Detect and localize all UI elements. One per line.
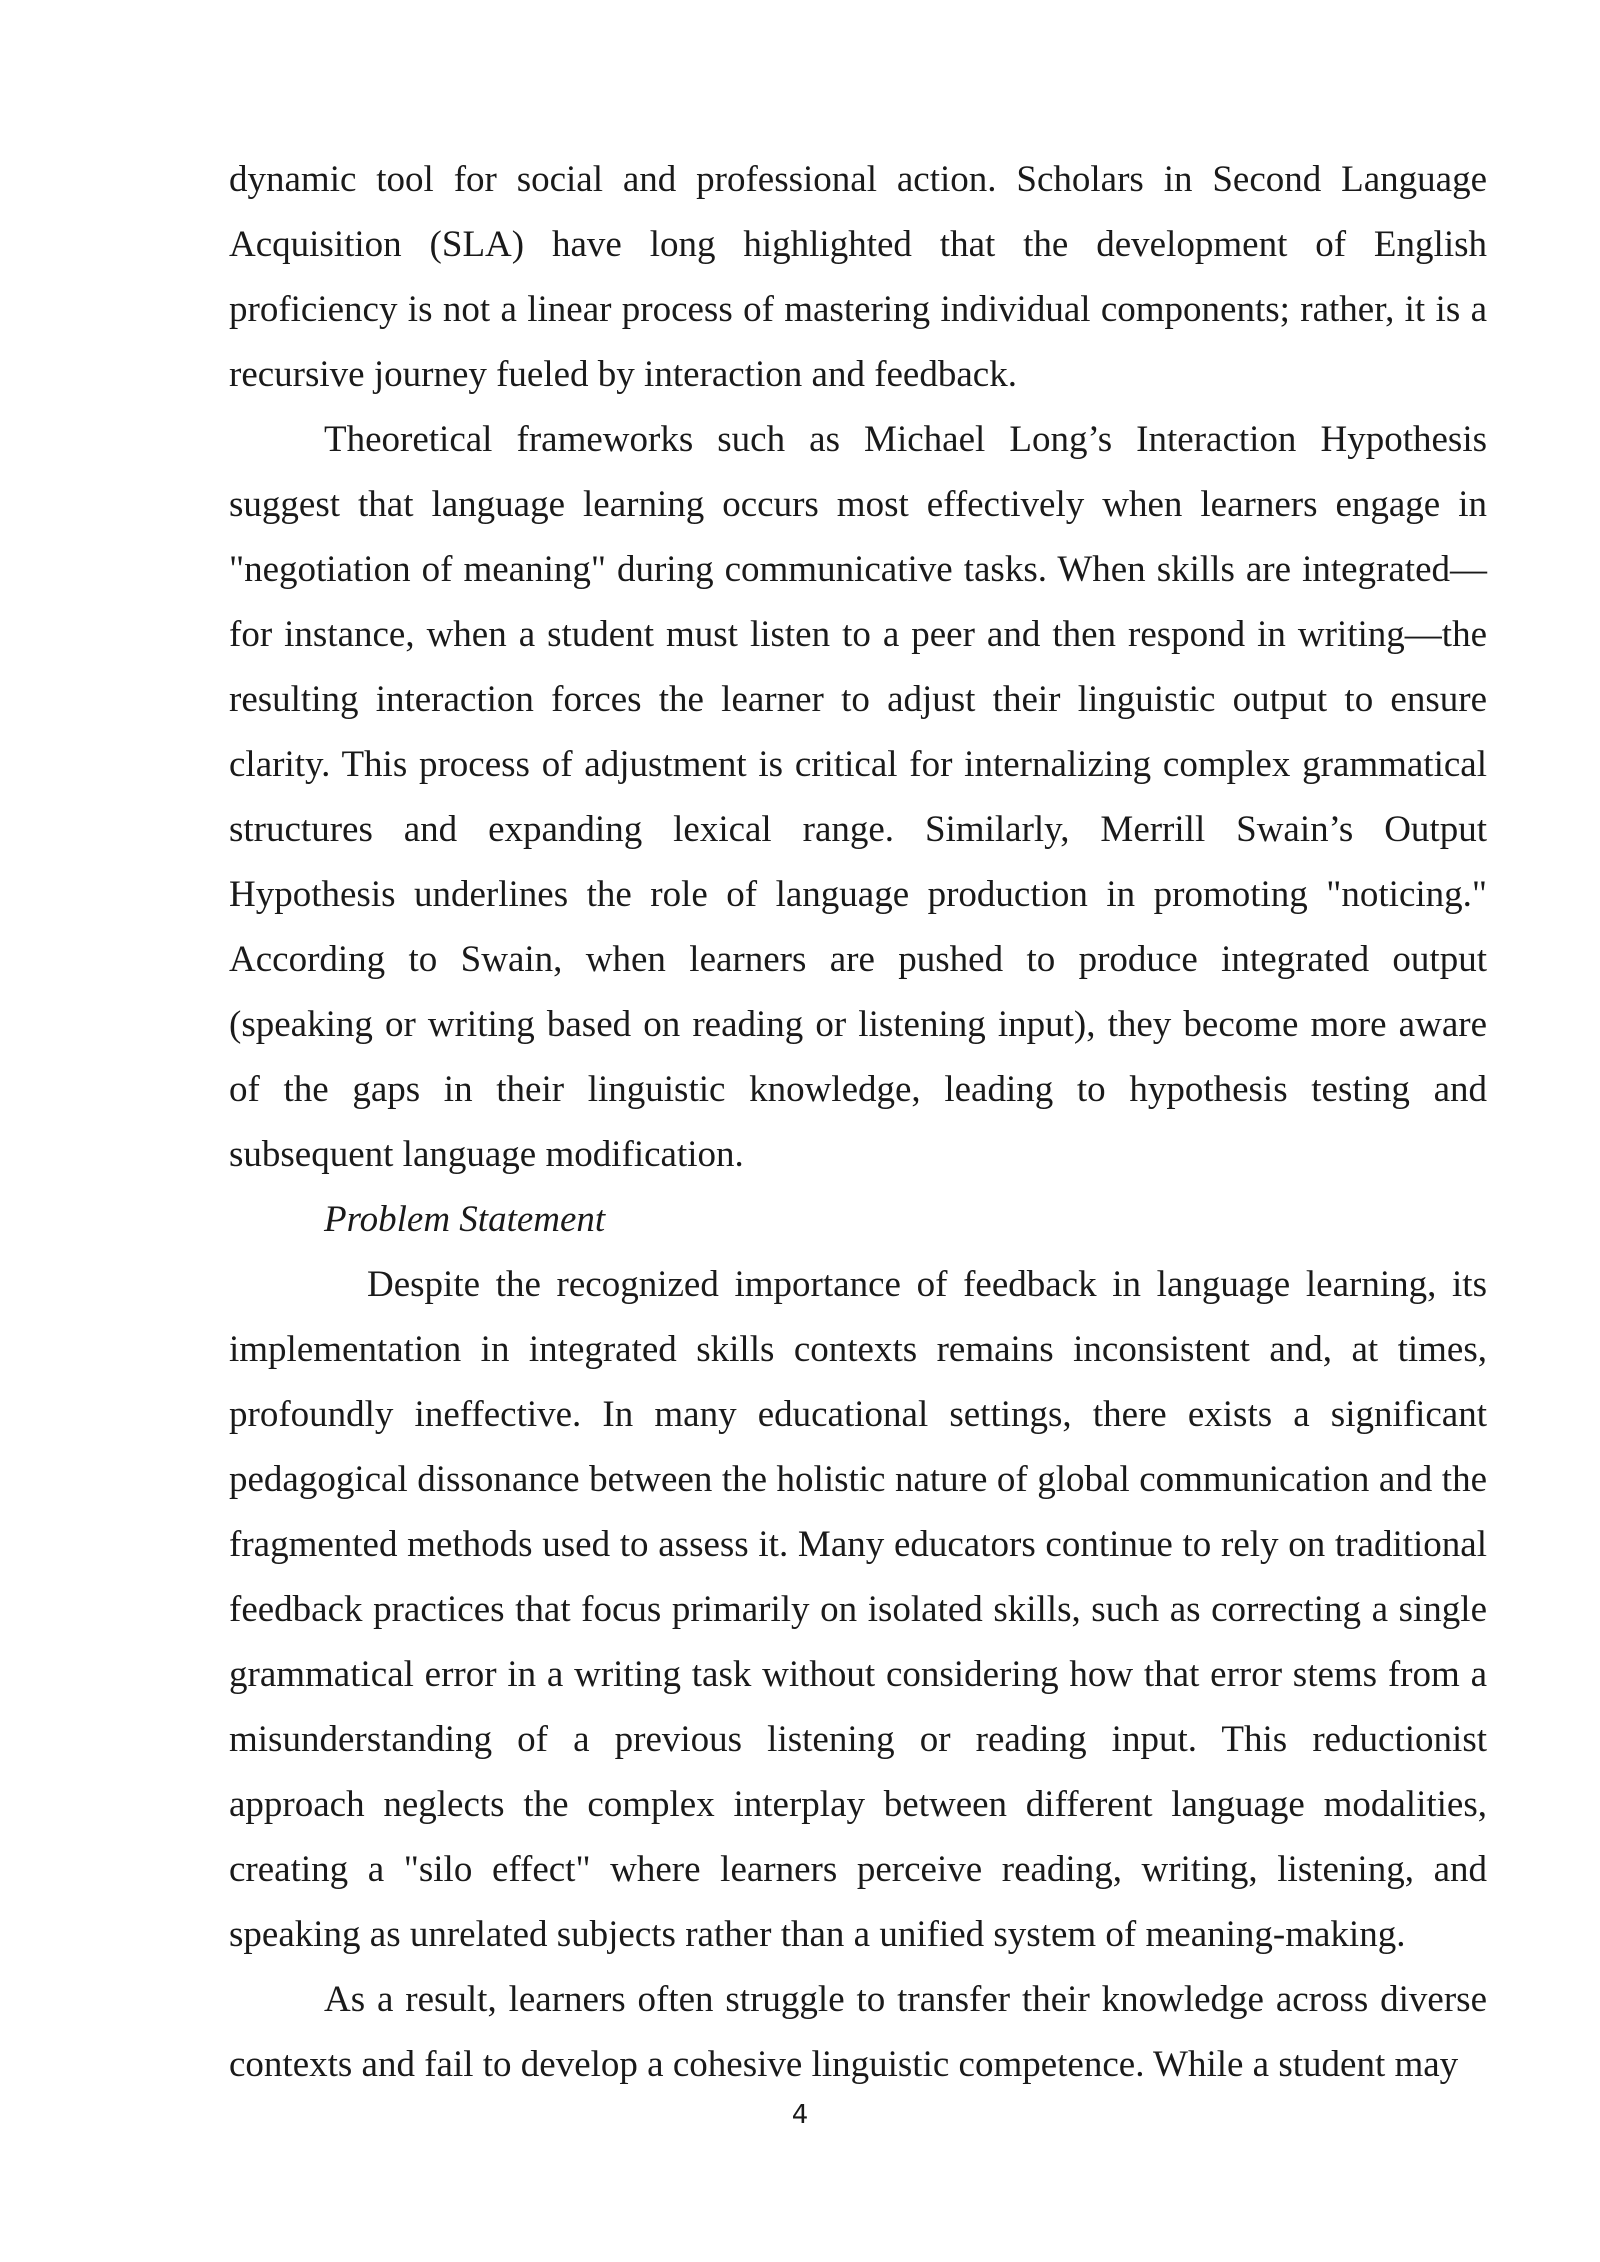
paragraph-continuation: dynamic tool for social and professional action. Scholars in Second Language Acquisition (SLA) have long highlighted that the development of English proficiency is not a linear process of mastering individual components; rather, it is a recursive journey fueled by interaction and feedback. xyxy=(229,159,1487,395)
paragraph-theoretical-frameworks: Theoretical frameworks such as Michael Long’s Interaction Hypothesis suggest that language learning occurs most effectively when learners engage in "negotiation of meaning" during communicative tasks. When skills are integrated—for instance, when a student must listen to a peer and then respond in writing—the resulting interaction forces the learner to adjust their linguistic output to ensure clarity. This process of adjustment is critical for internalizing complex grammatical structures and expanding lexical range. Similarly, Merrill Swain’s Output Hypothesis underlines the role of language production in promoting "noticing." According to Swain, when learners are pushed to produce integrated output (speaking or writing based on reading or listening input), they become more aware of the gaps in their linguistic knowledge, leading to hypothesis testing and subsequent language modification. xyxy=(229,419,1487,1175)
page-number: 4 xyxy=(791,2100,809,2130)
paragraph-result: As a result, learners often struggle to transfer their knowledge across diverse contexts and fail to develop a cohesive linguistic competence. While a student may xyxy=(229,1979,1487,2085)
section-heading-problem-statement: Problem Statement xyxy=(324,1199,606,1240)
paragraph-problem-statement: Despite the recognized importance of feedback in language learning, its implementation in integrated skills contexts remains inconsistent and, at times, profoundly ineffective. In many educational settings, there exists a significant pedagogical dissonance between the holistic nature of global communication and the fragmented methods used to assess it. Many educators continue to rely on traditional feedback practices that focus primarily on isolated skills, such as correcting a single grammatical error in a writing task without considering how that error stems from a misunderstanding of a previous listening or reading input. This reductionist approach neglects the complex interplay between different language modalities, creating a "silo effect" where learners perceive reading, writing, listening, and speaking as unrelated subjects rather than a unified system of meaning-making. xyxy=(229,1264,1487,1955)
body-text xyxy=(229,147,1487,2097)
